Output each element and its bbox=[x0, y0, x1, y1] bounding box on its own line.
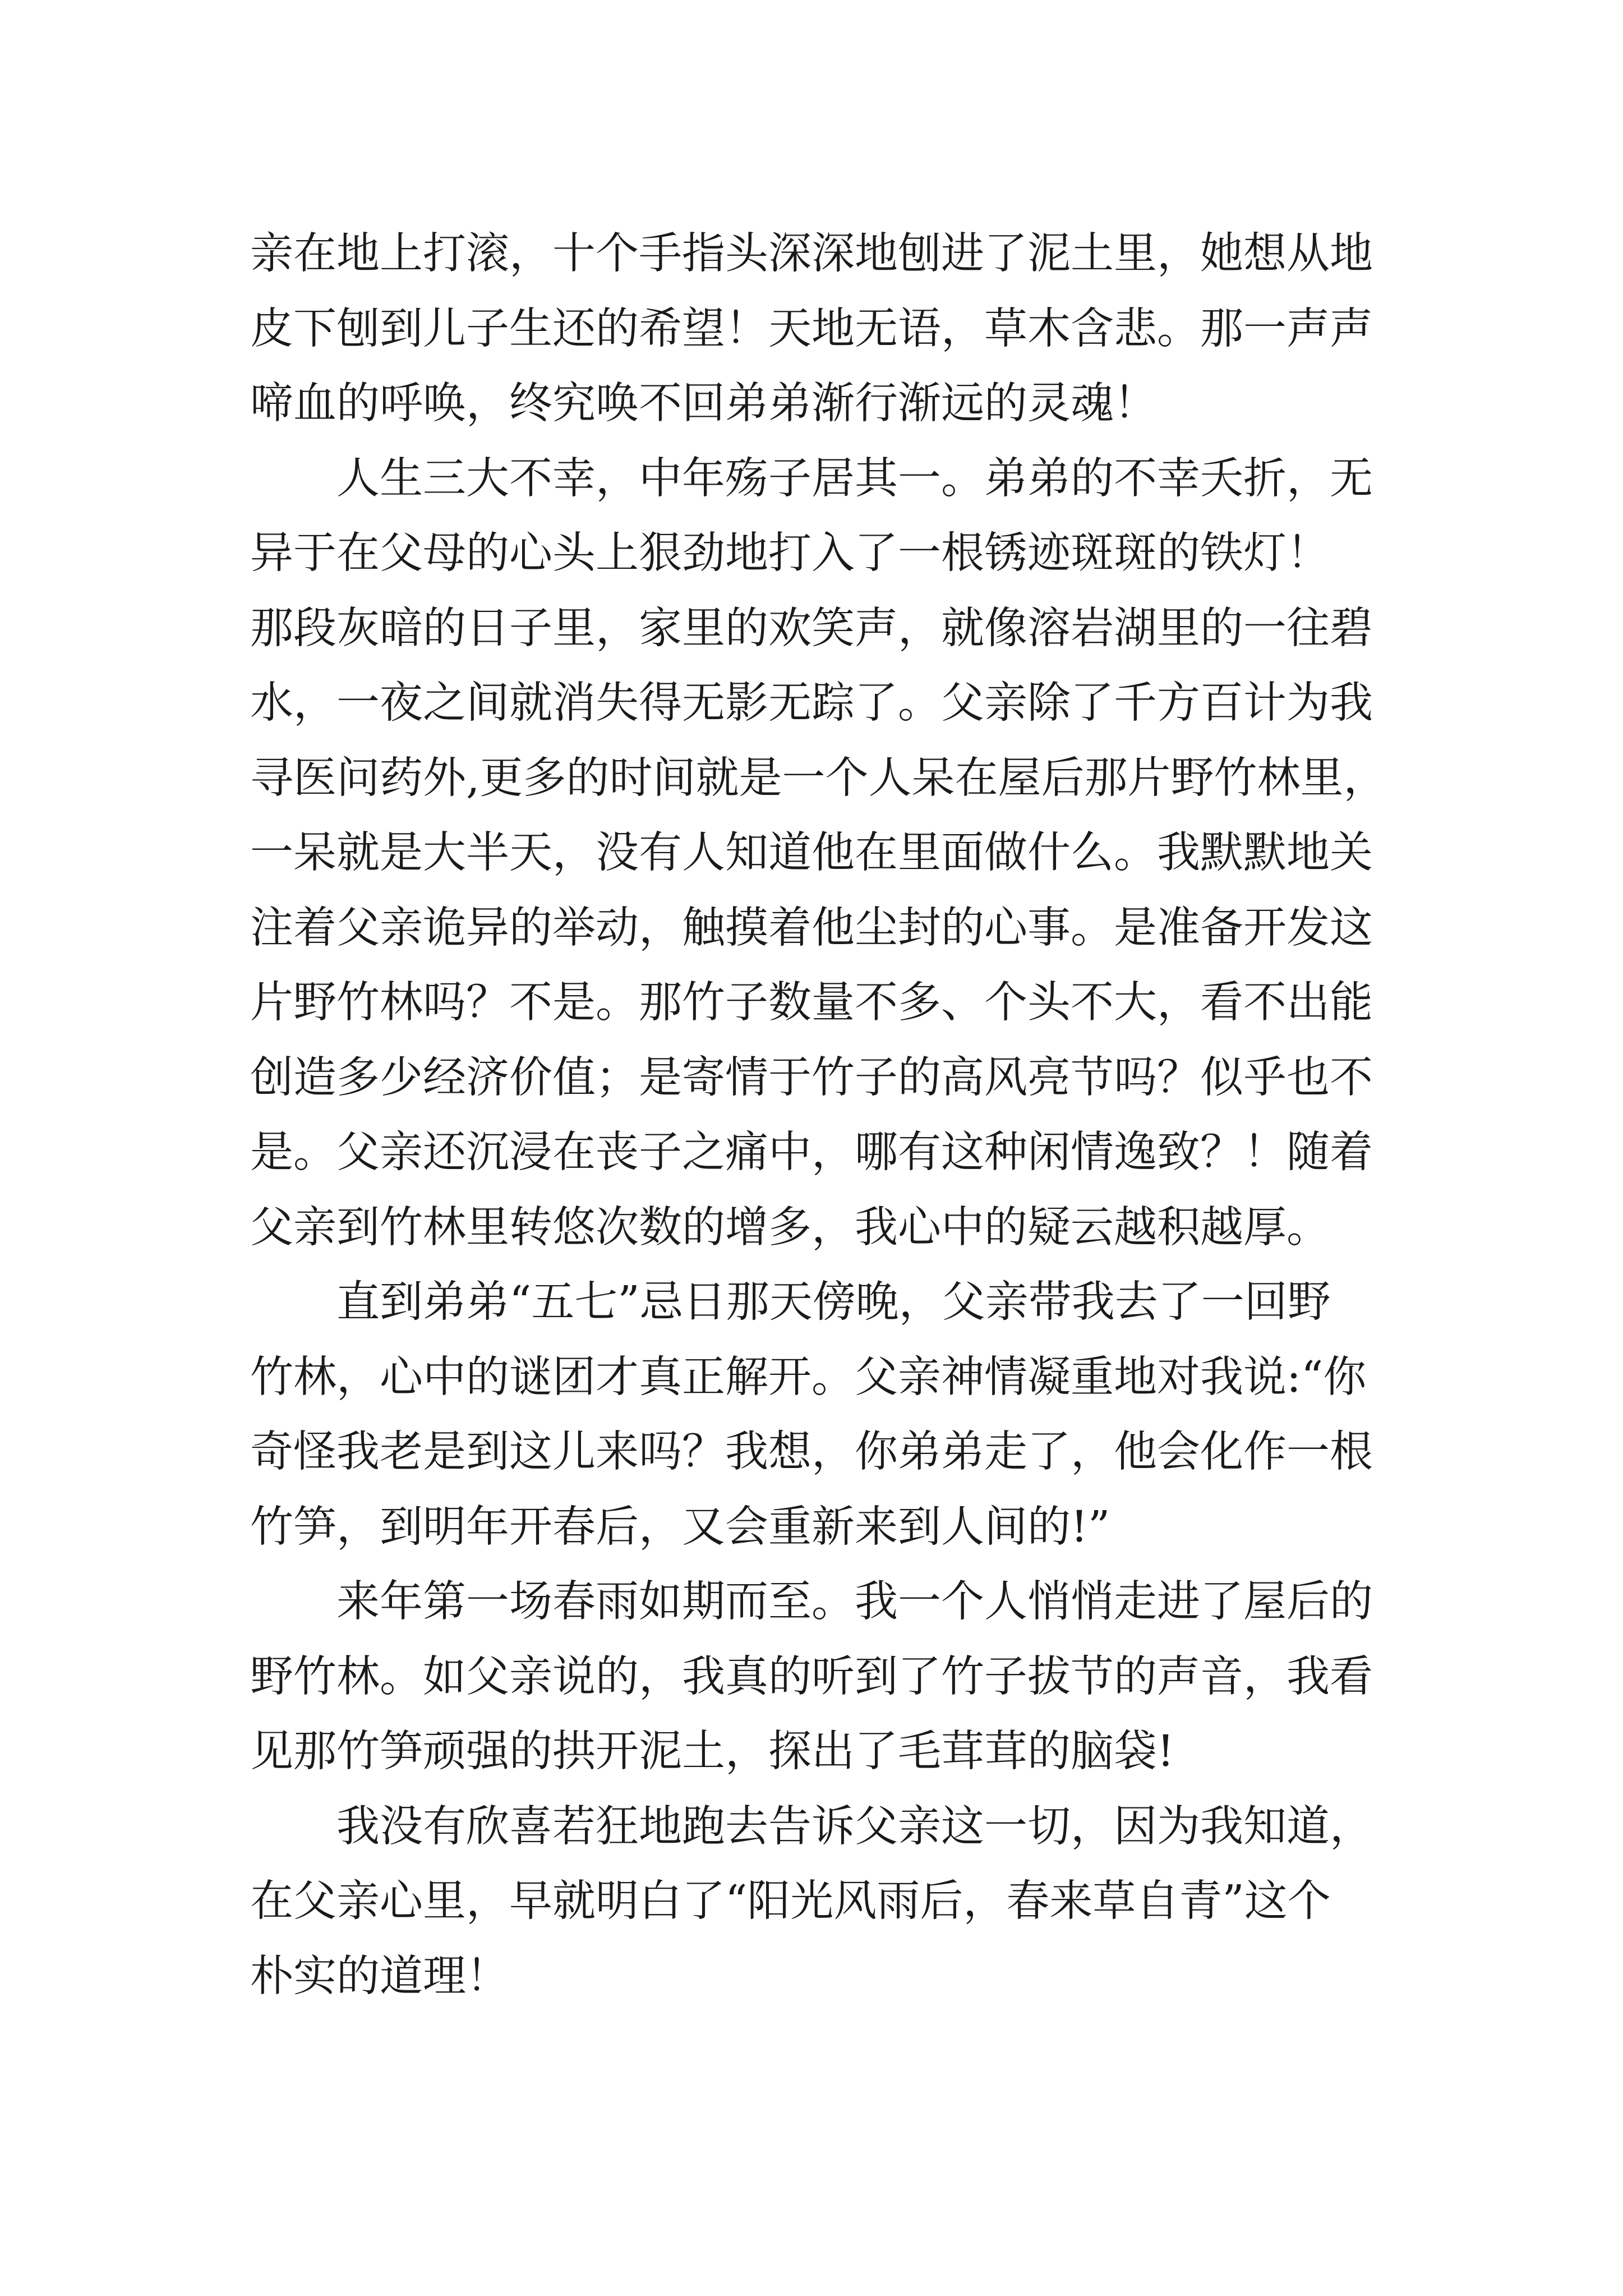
text-line: 父亲到竹林里转悠次数的增多，我心中的疑云越积越厚。 bbox=[250, 1202, 1330, 1253]
text-line: 是。父亲还沉浸在丧子之痛中，哪有这种闲情逸致？！随着 bbox=[250, 1128, 1373, 1177]
text-line: 创造多少经济价值；是寄情于竹子的高风亮节吗？似乎也不 bbox=[250, 1052, 1373, 1103]
text-line: 直到弟弟“五七”忌日那天傍晚，父亲带我去了一回野 bbox=[336, 1277, 1331, 1327]
text-line: 竹笋，到明年开春后，又会重新来到人间的!” bbox=[250, 1502, 1110, 1552]
text-line: 竹林，心中的谜团才真正解开。父亲神情凝重地对我说:“你 bbox=[250, 1352, 1367, 1402]
text-line: 片野竹林吗？不是。那竹子数量不多、个头不大，看不出能 bbox=[250, 978, 1373, 1028]
text-line: 那段灰暗的日子里，家里的欢笑声，就像溶岩湖里的一往碧 bbox=[250, 603, 1373, 654]
paragraph-5 bbox=[250, 1789, 1377, 2014]
text-line: 人生三大不幸，中年殇子居其一。弟弟的不幸夭折，无 bbox=[336, 453, 1373, 504]
text-line: 异于在父母的心头上狠劲地打入了一根锈迹斑斑的铁灯！ bbox=[250, 528, 1330, 578]
text-line: 注着父亲诡异的举动，触摸着他尘封的心事。是准备开发这 bbox=[250, 903, 1373, 953]
text-line: 在父亲心里，早就明白了“阳光风雨后，春来草自青”这个 bbox=[250, 1876, 1331, 1926]
text-line: 皮下刨到儿子生还的希望！天地无语，草木含悲。那一声声 bbox=[250, 303, 1373, 354]
text-line: 一呆就是大半天，没有人知道他在里面做什么。我默默地关 bbox=[250, 828, 1373, 878]
paragraph-1 bbox=[250, 217, 1377, 441]
text-line: 亲在地上打滚，十个手指头深深地刨进了泥土里，她想从地 bbox=[250, 229, 1373, 279]
text-line: 我没有欣喜若狂地跑去告诉父亲这一切，因为我知道， bbox=[336, 1801, 1373, 1852]
text-line: 野竹林。如父亲说的，我真的听到了竹子拔节的声音，我看 bbox=[250, 1651, 1373, 1702]
paragraph-4 bbox=[250, 1565, 1377, 1789]
paragraph-3 bbox=[250, 1265, 1377, 1565]
paragraph-2 bbox=[250, 441, 1387, 1266]
text-line: 来年第一场春雨如期而至。我一个人悄悄走进了屋后的 bbox=[336, 1577, 1373, 1627]
text-line: 朴实的道理！ bbox=[250, 1951, 509, 2001]
text-line: 奇怪我老是到这儿来吗？我想，你弟弟走了，他会化作一根 bbox=[250, 1427, 1373, 1477]
text-line: 见那竹笋顽强的拱开泥土，探出了毛茸茸的脑袋! bbox=[250, 1727, 1174, 1777]
text-line: 水，一夜之间就消失得无影无踪了。父亲除了千方百计为我 bbox=[250, 678, 1373, 728]
text-line: 啼血的呼唤，终究唤不回弟弟渐行渐远的灵魂！ bbox=[250, 379, 1157, 429]
text-line: 寻医问药外,更多的时间就是一个人呆在屋后那片野竹林里， bbox=[250, 753, 1387, 803]
body-text bbox=[250, 217, 1387, 2014]
